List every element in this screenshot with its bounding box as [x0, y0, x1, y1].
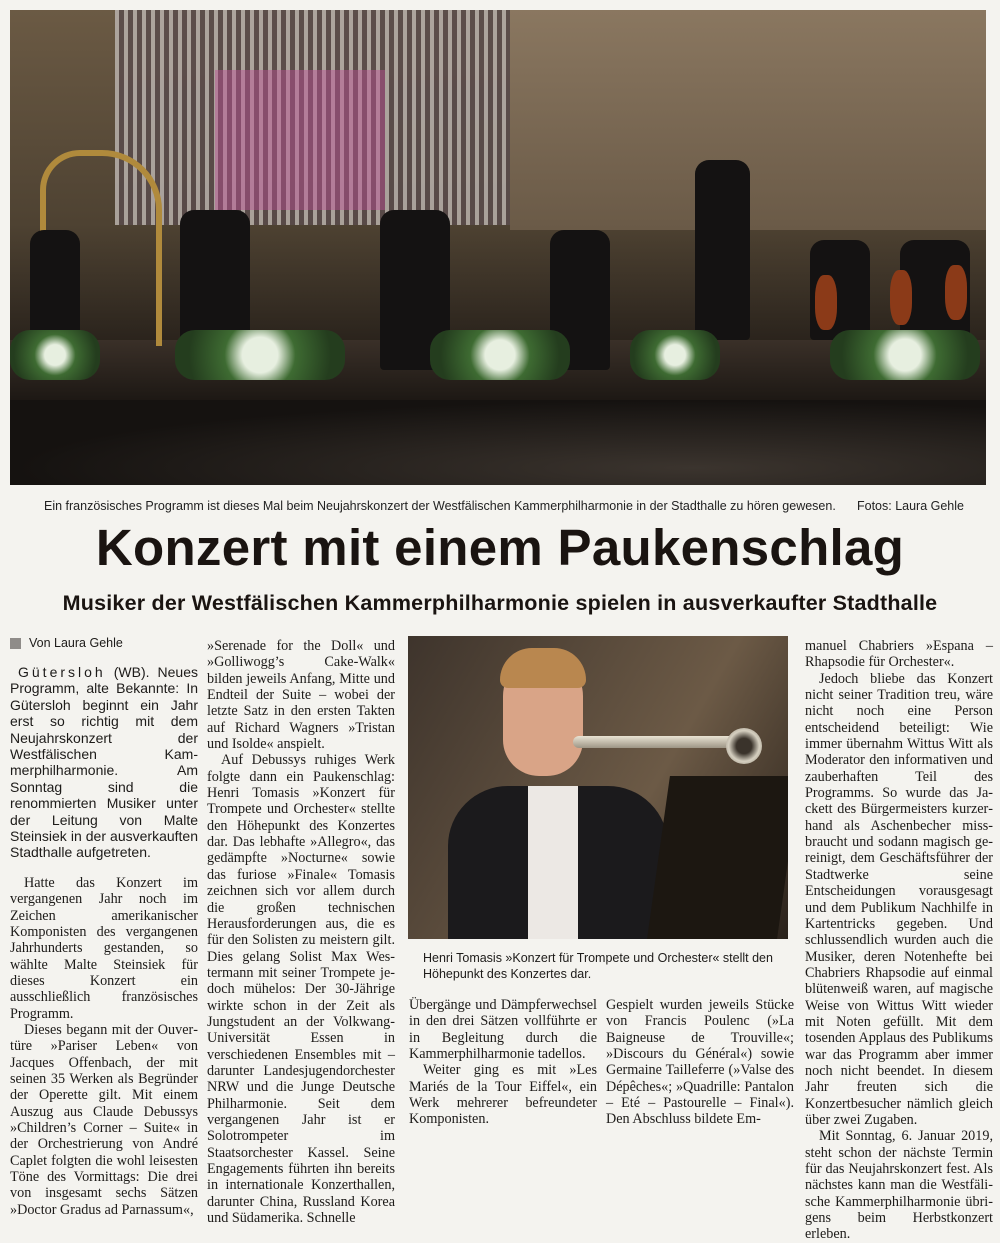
- paragraph: Übergänge und Dämpferwechsel in den drei Sätzen vollführte er in Begleitung durch die Kammerphilharmonie tadellos.: [409, 997, 597, 1063]
- byline: [10, 636, 198, 650]
- music-stand: [646, 776, 788, 939]
- trumpet-bell: [726, 728, 762, 764]
- hair: [500, 648, 586, 688]
- photo2-caption: Henri Tomasis »Konzert für Trompete und Orchester« stellt den Höhepunkt des Konzertes dar.: [423, 951, 773, 981]
- paragraph: Mit Sonntag, 6. Januar 2019, steht schon der nächste Termin für das Neujahrskonzert fest. Als nächstes kann man die Westfälische Kammerphilharmonie übrigens beim Herbstkonzert erleben.: [805, 1128, 993, 1243]
- article-column-3: [409, 997, 597, 1128]
- audience: [10, 400, 986, 485]
- subheadline: Musiker der Westfälischen Kammerphilharmonie spielen in ausverkaufter Stadthalle: [62, 591, 938, 615]
- cello: [890, 270, 912, 325]
- cello: [945, 265, 967, 320]
- cello: [815, 275, 837, 330]
- article-column-5: [805, 638, 993, 1243]
- article-column-4: [606, 997, 794, 1128]
- headline: Konzert mit einem Paukenschlag: [95, 519, 905, 576]
- paragraph: Weiter ging es mit »Les Mariés de la Tour Eiffel«, ein Werk mehrerer befreundeter Komponisten.: [409, 1062, 597, 1128]
- photo-caption: [44, 499, 964, 513]
- flower-plant: [430, 330, 570, 380]
- lead-text: (WB). Neues Programm, alte Bekannte: In Gütersloh beginnt ein Jahr erst so richtig mit dem Neujahrskonzert der Westfälischen Kammerphilharmonie. Am Sonntag sind die renommierten Musiker unter der Leitung von Malte Steinsiek in der ausverkauften Stadthalle aufgetreten.: [10, 664, 198, 861]
- flower-plant: [10, 330, 100, 380]
- photo-credit: Fotos: Laura Gehle: [856, 499, 964, 513]
- flower-plant: [175, 330, 345, 380]
- paragraph: Gespielt wurden jeweils Stücke von Francis Poulenc (»La Baigneuse de Trouville«; »Discours du Général«) sowie Germaine Tailleferre (»Valse des Dépêches«; »Quadrille: Pantalon – Eté – Pastourelle – Final«). Den Abschluss bildete Em-: [606, 997, 794, 1128]
- flower-plant: [830, 330, 980, 380]
- byline-marker-icon: [10, 638, 21, 649]
- paragraph: manuel Chabriers »Espana – Rhapsodie für Orchester«.: [805, 638, 993, 671]
- byline-author: Von Laura Gehle: [29, 636, 123, 650]
- lead-paragraph: [10, 664, 198, 861]
- caption-text: Ein französisches Programm ist dieses Mal beim Neujahrskonzert der Westfälischen Kammerphilharmonie in der Stadthalle zu hören gewesen.: [44, 499, 836, 513]
- shirt: [528, 786, 578, 939]
- flower-plant: [630, 330, 720, 380]
- trumpet: [573, 736, 743, 748]
- article-column-2: [207, 638, 395, 1226]
- conductor: [695, 160, 750, 340]
- harpist: [30, 230, 80, 340]
- paragraph: »Serenade for the Doll« und »Golliwogg’s Cake-Walk« bilden jeweils Anfang, Mitte und Endteil der Suite – wobei der letzte Satz in den ersten Takten auf Richard Wagners »Tristan und Isolde« anspielt.: [207, 638, 395, 753]
- paragraph: Jedoch bliebe das Konzert nicht seiner Tradition treu, wäre nicht noch eine Person entscheidend beteiligt: Wie immer übernahm Wittus Witt als Moderator den informativen und zauberhaften Teil des Programms. So wurde das Jackett des Bürgermeisters kurzerhand als Aschenbecher missbraucht und sodann magisch gereinigt, dem Geschäftsführer der Stadtwerke seine Entscheidungen vorausgesagt und dem Publikum Nachhilfe in Kartentricks gegeben. Und schlussendlich wurden auch die Musiker, deren Notenhefte bei Chabriers Rhapsodie auf einmal blütenweiß waren, auf magische Weise von Wittus Witt wieder mit Noten gefüllt. Mit dem tosenden Applaus des Publikums war das Programm aber immer noch nicht beendet. In diesem Jahr freuten sich die Konzertbesucher nämlich gleich über zwei Zugaben.: [805, 670, 993, 1128]
- organ-light: [215, 70, 385, 210]
- musician: [180, 210, 250, 350]
- dateline-city: Gütersloh: [18, 664, 106, 680]
- trumpeter-photo: [408, 636, 788, 939]
- paragraph: Hatte das Konzert im vergangenen Jahr noch im Zeichen amerikanischer Komponisten des vergangenen Jahrhunderts gestanden, so wählte Malte Steinsiek für dieses Konzert ein ausschließlich französisches Programm.: [10, 874, 198, 1022]
- article-column-1: [10, 636, 198, 1218]
- orchestra-photo: [10, 10, 986, 485]
- paragraph: Dieses begann mit der Ouvertüre »Pariser Leben« von Jacques Offenbach, der mit seinen 35 Werken als Begründer der Operette gilt. Mit einem Auszug aus Claude Debussys »Children’s Corner – Suite« in der Orchestrierung von André Caplet folgten die wohl leisesten Töne des Vormittags: Die drei von insgesamt sechs Sätzen »Doctor Gradus ad Parnassum«,: [10, 1021, 198, 1218]
- paragraph: Auf Debussys ruhiges Werk folgte dann ein Paukenschlag: Henri Tomasis »Konzert für Trompete und Orchester« stellte den Höhepunkt des Konzertes dar. Das lebhafte »Allegro«, das gedämpfte »Nocturne« sowie das furiose »Finale« Tomasis zeichnen sich vor allem durch die großen technischen Herausforderungen aus, die es für den Solisten zu meistern gilt. Dies gelang Solist Max Westermann mit seiner Trompete jedoch mühelos: Der 30-Jährige wirkte schon in der Zeit als Jungstudent an der Volkwang-Universität Essen in verschiedenen Ensembles mit – darunter Landesjugendorchester NRW und die Junge Deutsche Philharmonie. Seit dem vergangenen Jahr ist er Solotrompeter im Staatsorchester Kassel. Seine Engagements führten ihn bereits in internationale Konzerthallen, darunter China, Russland Korea und Südamerika. Schnelle: [207, 752, 395, 1227]
